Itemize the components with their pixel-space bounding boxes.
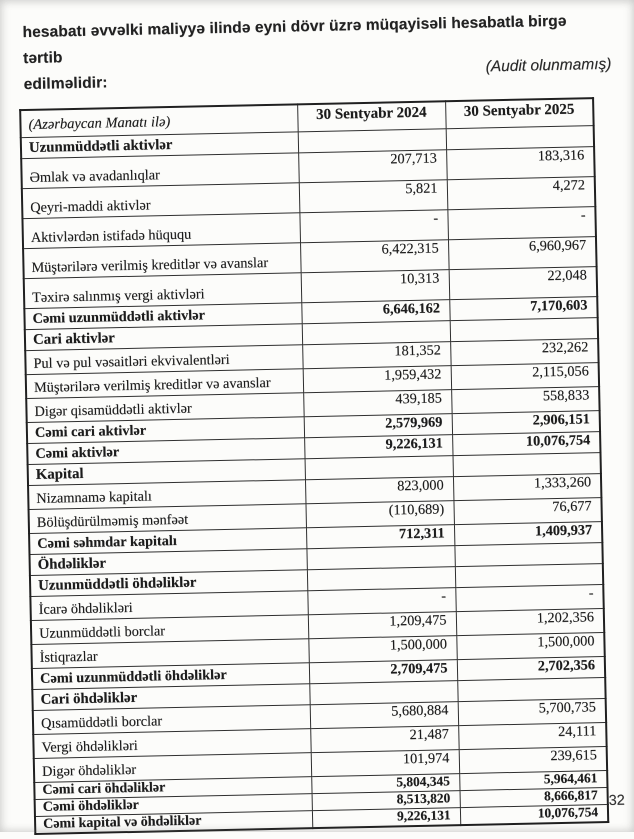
value-2024: 712,311 bbox=[306, 524, 454, 548]
page-number: 32 bbox=[608, 792, 625, 809]
value-2024: (110,689) bbox=[305, 500, 453, 527]
value-2025: 10,076,754 bbox=[460, 804, 608, 825]
value-2025: 8,666,817 bbox=[460, 787, 608, 807]
value-2025: 5,700,735 bbox=[458, 698, 606, 725]
row-label: Cəmi uzunmüddətli aktivlər bbox=[24, 302, 301, 329]
value-2025: 22,048 bbox=[449, 266, 598, 299]
value-2025: 6,960,967 bbox=[448, 236, 597, 269]
column-header-30-sentyabr-2024: 30 Sentyabr 2024 bbox=[297, 101, 446, 131]
row-label: Aktivlərdən istifadə hüququ bbox=[22, 212, 300, 248]
value-2024: 1,209,475 bbox=[308, 611, 456, 638]
row-label: Digər öhdəliklər bbox=[34, 752, 311, 782]
value-2024: 5,821 bbox=[299, 179, 448, 212]
row-label: Cəmi uzunmüddətli öhdəliklər bbox=[32, 662, 309, 689]
value-2025: 183,316 bbox=[446, 146, 595, 179]
balance-sheet-table bbox=[19, 97, 609, 835]
value-2025: 24,111 bbox=[458, 722, 606, 749]
row-label: Kapital bbox=[28, 458, 305, 485]
row-label: Cəmi aktivlər bbox=[27, 437, 304, 464]
value-2024: 823,000 bbox=[305, 476, 453, 503]
value-2025: 1,409,937 bbox=[454, 521, 602, 545]
row-label: Cari öhdəliklər bbox=[32, 683, 309, 710]
value-2024: 101,974 bbox=[311, 749, 459, 776]
value-2025: 4,272 bbox=[447, 176, 596, 209]
column-header-currency: (Azərbaycan Manatı ilə) bbox=[20, 104, 298, 137]
value-2024: - bbox=[307, 587, 455, 614]
row-label: Əmlak və avadanlıqlar bbox=[21, 152, 299, 188]
row-label: Cəmi öhdəliklər bbox=[35, 793, 312, 816]
value-2024: 439,185 bbox=[303, 389, 451, 416]
row-label: Uzunmüddətli öhdəliklər bbox=[30, 569, 307, 596]
value-2024: 5,804,345 bbox=[311, 773, 459, 793]
value-2024: 5,680,884 bbox=[310, 701, 458, 728]
row-label: Uzunmüddətli aktivlər bbox=[21, 131, 298, 158]
value-2024: 6,646,162 bbox=[301, 299, 449, 323]
row-label: Cari aktivlər bbox=[25, 323, 302, 350]
row-label: Nizamnamə kapitalı bbox=[28, 479, 305, 509]
value-2025: 76,677 bbox=[453, 497, 601, 524]
row-label: Cəmi cari öhdəliklər bbox=[34, 776, 311, 799]
row-label: Qısamüddətli borclar bbox=[33, 704, 310, 734]
value-2025: 2,115,056 bbox=[451, 362, 599, 389]
intro-line-1: hesabatı əvvəlki maliyyə ilində eyni dövr üzrə müqayisəli hesabatla birgə tərtib bbox=[22, 12, 567, 68]
value-2025: 2,702,356 bbox=[457, 656, 605, 680]
audit-note: (Audit olunmamış) bbox=[485, 55, 612, 76]
value-2024: 2,709,475 bbox=[309, 659, 457, 683]
value-2025: - bbox=[447, 206, 596, 239]
row-label: Uzunmüddətli borclar bbox=[31, 614, 308, 644]
value-2024: 207,713 bbox=[298, 149, 447, 182]
value-2024: 1,959,432 bbox=[303, 365, 451, 392]
row-label: Müştərilərə verilmiş kreditlər və avanslar bbox=[26, 368, 303, 398]
intro-paragraph bbox=[22, 8, 610, 98]
value-2025: 232,262 bbox=[450, 338, 598, 365]
value-2024: 21,487 bbox=[310, 725, 458, 752]
value-2025: 10,076,754 bbox=[452, 431, 600, 455]
value-2025: 1,202,356 bbox=[456, 608, 604, 635]
value-2024: 9,226,131 bbox=[312, 807, 460, 828]
value-2024: 10,313 bbox=[301, 269, 450, 302]
value-2025: 7,170,603 bbox=[449, 296, 597, 320]
value-2024: 2,579,969 bbox=[304, 413, 452, 437]
row-label: Öhdəliklər bbox=[29, 548, 306, 575]
row-label: Vergi öhdəlikləri bbox=[33, 728, 310, 758]
value-2024: 6,422,315 bbox=[300, 239, 449, 272]
value-2024: 1,500,000 bbox=[308, 635, 456, 662]
value-2025: 2,906,151 bbox=[452, 410, 600, 434]
row-label: İstiqrazlar bbox=[31, 638, 308, 668]
value-2025: 239,615 bbox=[459, 746, 607, 773]
row-label: Digər qisamüddətli aktivlər bbox=[26, 392, 303, 422]
column-header-30-sentyabr-2025: 30 Sentyabr 2025 bbox=[445, 98, 594, 128]
row-label: Cəmi səhmdar kapitalı bbox=[29, 527, 306, 554]
row-label: Müştərilərə verilmiş kreditlər və avanslar bbox=[23, 242, 301, 278]
value-2024: 8,513,820 bbox=[312, 790, 460, 810]
row-label: İcarə öhdəlikləri bbox=[30, 590, 307, 620]
row-label: Bölüşdürülməmiş mənfəət bbox=[29, 503, 306, 533]
value-2025: 1,500,000 bbox=[456, 632, 604, 659]
value-2025: 1,333,260 bbox=[453, 473, 601, 500]
row-label: Qeyri-maddi aktivlər bbox=[22, 182, 300, 218]
value-2025: 5,964,461 bbox=[459, 770, 607, 790]
row-label: Cəmi kapital və öhdəliklər bbox=[35, 810, 312, 834]
value-2025: - bbox=[455, 584, 603, 611]
row-label: Pul və pul vəsaitləri ekvivalentləri bbox=[25, 344, 302, 374]
value-2024: 181,352 bbox=[302, 341, 450, 368]
row-label: Cəmi cari aktivlər bbox=[27, 416, 304, 443]
value-2024: 9,226,131 bbox=[304, 434, 452, 458]
value-2025: 558,833 bbox=[451, 386, 599, 413]
value-2024: - bbox=[299, 209, 448, 242]
intro-line-2: edilməlidir: bbox=[23, 74, 108, 94]
row-label: Təxirə salınmış vergi aktivləri bbox=[24, 272, 302, 308]
